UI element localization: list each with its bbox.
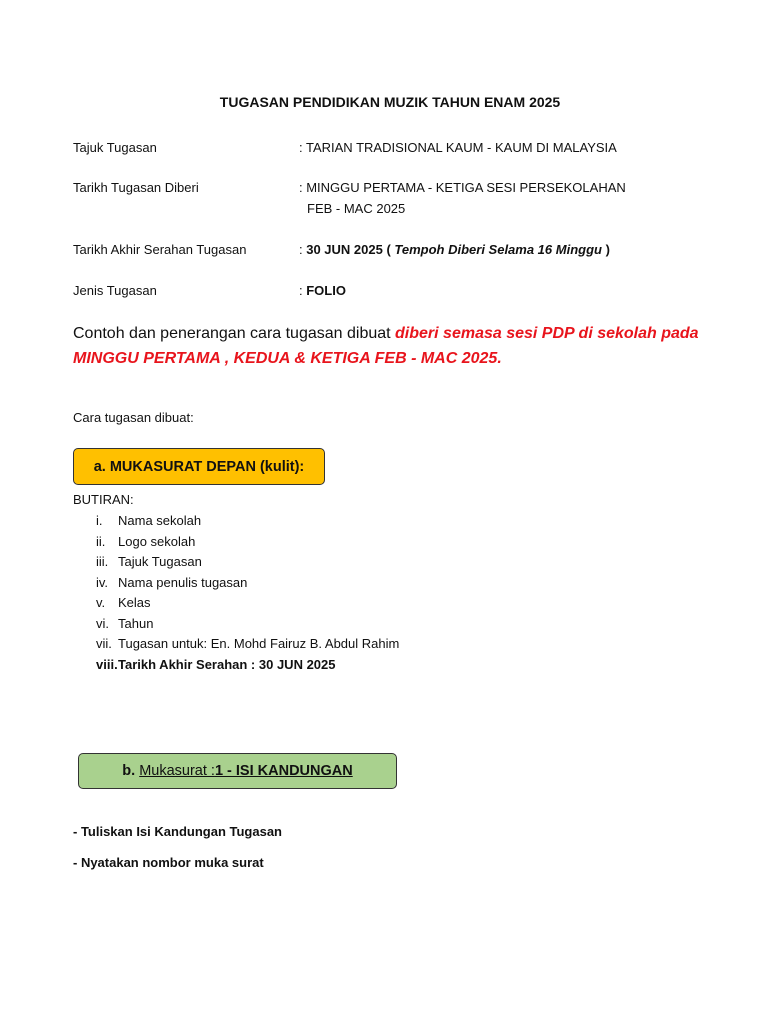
list-item-text: Tajuk Tugasan	[118, 554, 202, 569]
tarikh-akhir-label: Tarikh Akhir Serahan Tugasan	[73, 242, 247, 257]
list-item-number: iv.	[96, 574, 109, 590]
list-item-number: v.	[96, 595, 106, 610]
list-item-text: Tahun	[118, 615, 154, 631]
section-a-box	[73, 448, 325, 485]
tarikh-akhir-date: 30 JUN 2025 (	[306, 242, 395, 257]
intro-red-text-1: diberi semasa sesi PDP di sekolah pada	[395, 325, 699, 342]
list-item-text: Nama penulis tugasan	[118, 574, 248, 590]
cara-heading: Cara tugasan dibuat:	[73, 410, 194, 425]
section-a-title: a. MUKASURAT DEPAN (kulit):	[93, 458, 305, 475]
list-item-text: Nama sekolah	[118, 513, 202, 528]
list-item-number: vi.	[96, 615, 109, 631]
tarikh-akhir-value	[299, 242, 610, 257]
section-b-title: 1 - ISI KANDUNGAN	[214, 763, 353, 779]
section-b-mukasurat: Mukasurat :	[139, 763, 215, 779]
instruction-line: - Tuliskan Isi Kandungan Tugasan	[73, 824, 282, 839]
tarikh-akhir-note: Tempoh Diberi Selama 16 Minggu	[394, 242, 602, 257]
intro-paragraph	[73, 321, 713, 371]
tarikh-akhir-suffix: )	[601, 242, 610, 257]
tarikh-akhir-prefix: :	[299, 242, 307, 257]
list-item-number: i.	[96, 513, 103, 528]
jenis-label: Jenis Tugasan	[73, 283, 157, 298]
jenis-prefix: :	[299, 283, 307, 298]
list-item-text: Tugasan untuk: En. Mohd Fairuz B. Abdul Rahim	[118, 636, 400, 651]
tajuk-value: : TARIAN TRADISIONAL KAUM - KAUM DI MALAYSIA	[299, 140, 617, 155]
document-title: TUGASAN PENDIDIKAN MUZIK TAHUN ENAM 2025	[219, 94, 561, 110]
list-item-number: viii.	[96, 656, 118, 672]
tarikh-diberi-label: Tarikh Tugasan Diberi	[73, 180, 199, 195]
section-b-prefix: b.	[122, 763, 136, 779]
list-item-text: Logo sekolah	[118, 533, 196, 549]
section-b-box	[78, 753, 397, 789]
list-item-number: ii.	[96, 533, 106, 549]
list-item-text: Kelas	[118, 595, 151, 610]
tajuk-label: Tajuk Tugasan	[73, 140, 157, 155]
intro-red-text-2: MINGGU PERTAMA , KEDUA & KETIGA FEB - MAC 2025.	[73, 350, 502, 367]
jenis-value	[299, 283, 346, 298]
list-item-number: iii.	[96, 554, 109, 569]
instruction-line: - Nyatakan nombor muka surat	[73, 855, 264, 870]
jenis-folio: FOLIO	[306, 283, 346, 298]
tarikh-diberi-value-2: FEB - MAC 2025	[307, 201, 406, 216]
tarikh-diberi-value: : MINGGU PERTAMA - KETIGA SESI PERSEKOLAHAN	[299, 180, 626, 195]
intro-plain-text: Contoh dan penerangan cara tugasan dibuat	[73, 325, 396, 342]
list-item-text: Tarikh Akhir Serahan : 30 JUN 2025	[118, 656, 336, 672]
butiran-heading: BUTIRAN:	[73, 492, 134, 507]
list-item-number: vii.	[96, 636, 112, 651]
